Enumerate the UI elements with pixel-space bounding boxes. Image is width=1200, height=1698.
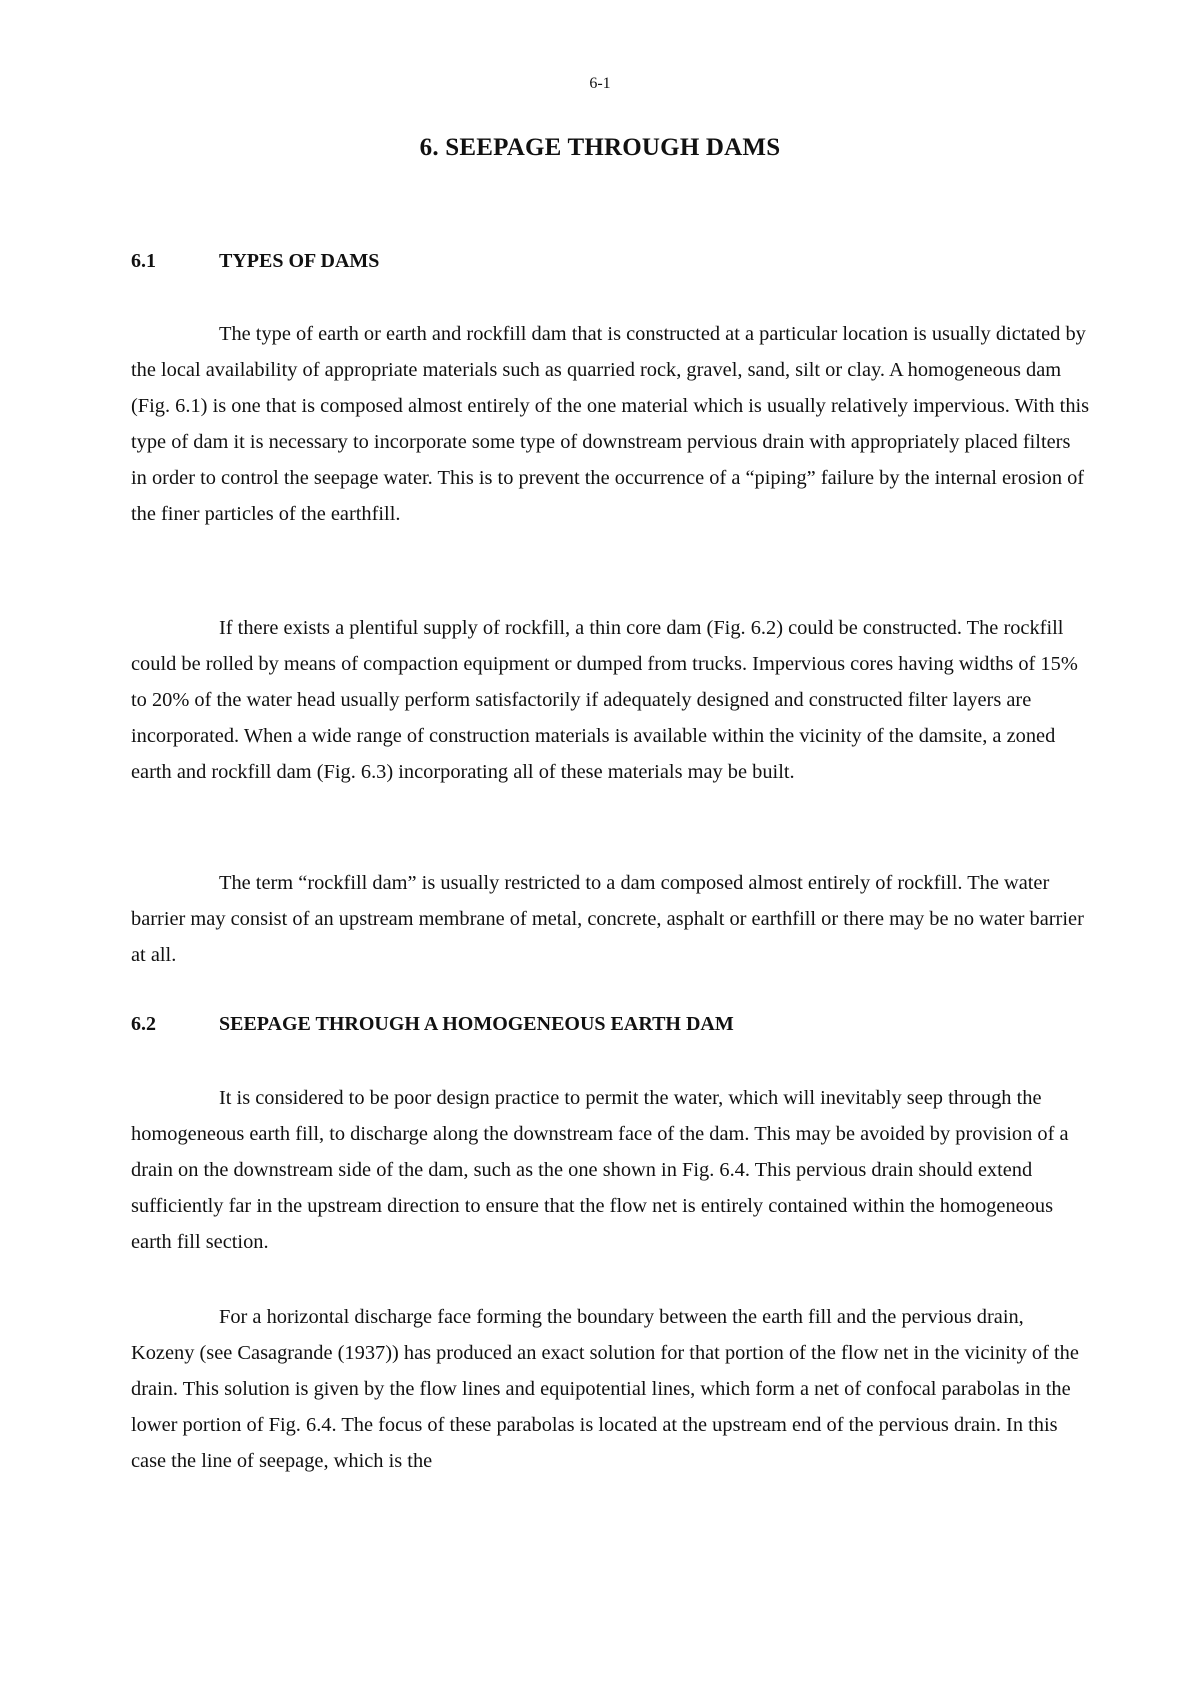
paragraph: For a horizontal discharge face forming the boundary between the earth fill and the pervious drain, Kozeny (see Casagrande (1937)) has produced an exact solution for that portion of the flow net in the vicinity of the drain. This solution is given by the flow lines and equipotential lines, which form a net of confocal parabolas in the lower portion of Fig. 6.4. The focus of these parabolas is located at the upstream end of the pervious drain. In this case the line of seepage, which is the: [131, 1306, 1079, 1472]
chapter-title: 6. SEEPAGE THROUGH DAMS: [419, 134, 781, 161]
section-heading-6-2: [131, 1013, 734, 1036]
paragraph: The type of earth or earth and rockfill dam that is constructed at a particular location is usually dictated by the local availability of appropriate materials such as quarried rock, gravel, sand, silt or clay. A homogeneous dam (Fig. 6.1) is one that is composed almost entirely of the one material which is usually relatively impervious. With this type of dam it is necessary to incorporate some type of downstream pervious drain with appropriately placed filters in order to control the seepage water. This is to prevent the occurrence of a “piping” failure by the internal erosion of the finer particles of the earthfill.: [131, 323, 1090, 525]
paragraph: If there exists a plentiful supply of rockfill, a thin core dam (Fig. 6.2) could be constructed. The rockfill could be rolled by means of compaction equipment or dumped from trucks. Impervious cores having widths of 15% to 20% of the water head usually perform satisfactorily if adequately designed and constructed filter layers are incorporated. When a wide range of construction materials is available within the vicinity of the damsite, a zoned earth and rockfill dam (Fig. 6.3) incorporating all of these materials may be built.: [131, 617, 1078, 783]
page-number: 6-1: [589, 75, 611, 92]
paragraph: It is considered to be poor design practice to permit the water, which will inevitably seep through the homogeneous earth fill, to discharge along the downstream face of the dam. This may be avoided by provision of a drain on the downstream side of the dam, such as the one shown in Fig. 6.4. This pervious drain should extend sufficiently far in the upstream direction to ensure that the flow net is entirely contained within the homogeneous earth fill section.: [131, 1087, 1069, 1253]
paragraph: The term “rockfill dam” is usually restricted to a dam composed almost entirely of rockfill. The water barrier may consist of an upstream membrane of metal, concrete, asphalt or earthfill or there may be no water barrier at all.: [131, 872, 1084, 966]
section-heading-6-1: [131, 250, 379, 273]
section-title: TYPES OF DAMS: [219, 250, 380, 272]
section-number: 6.1: [131, 250, 156, 272]
section-number: 6.2: [131, 1013, 156, 1035]
section-title: SEEPAGE THROUGH A HOMOGENEOUS EARTH DAM: [219, 1013, 734, 1035]
